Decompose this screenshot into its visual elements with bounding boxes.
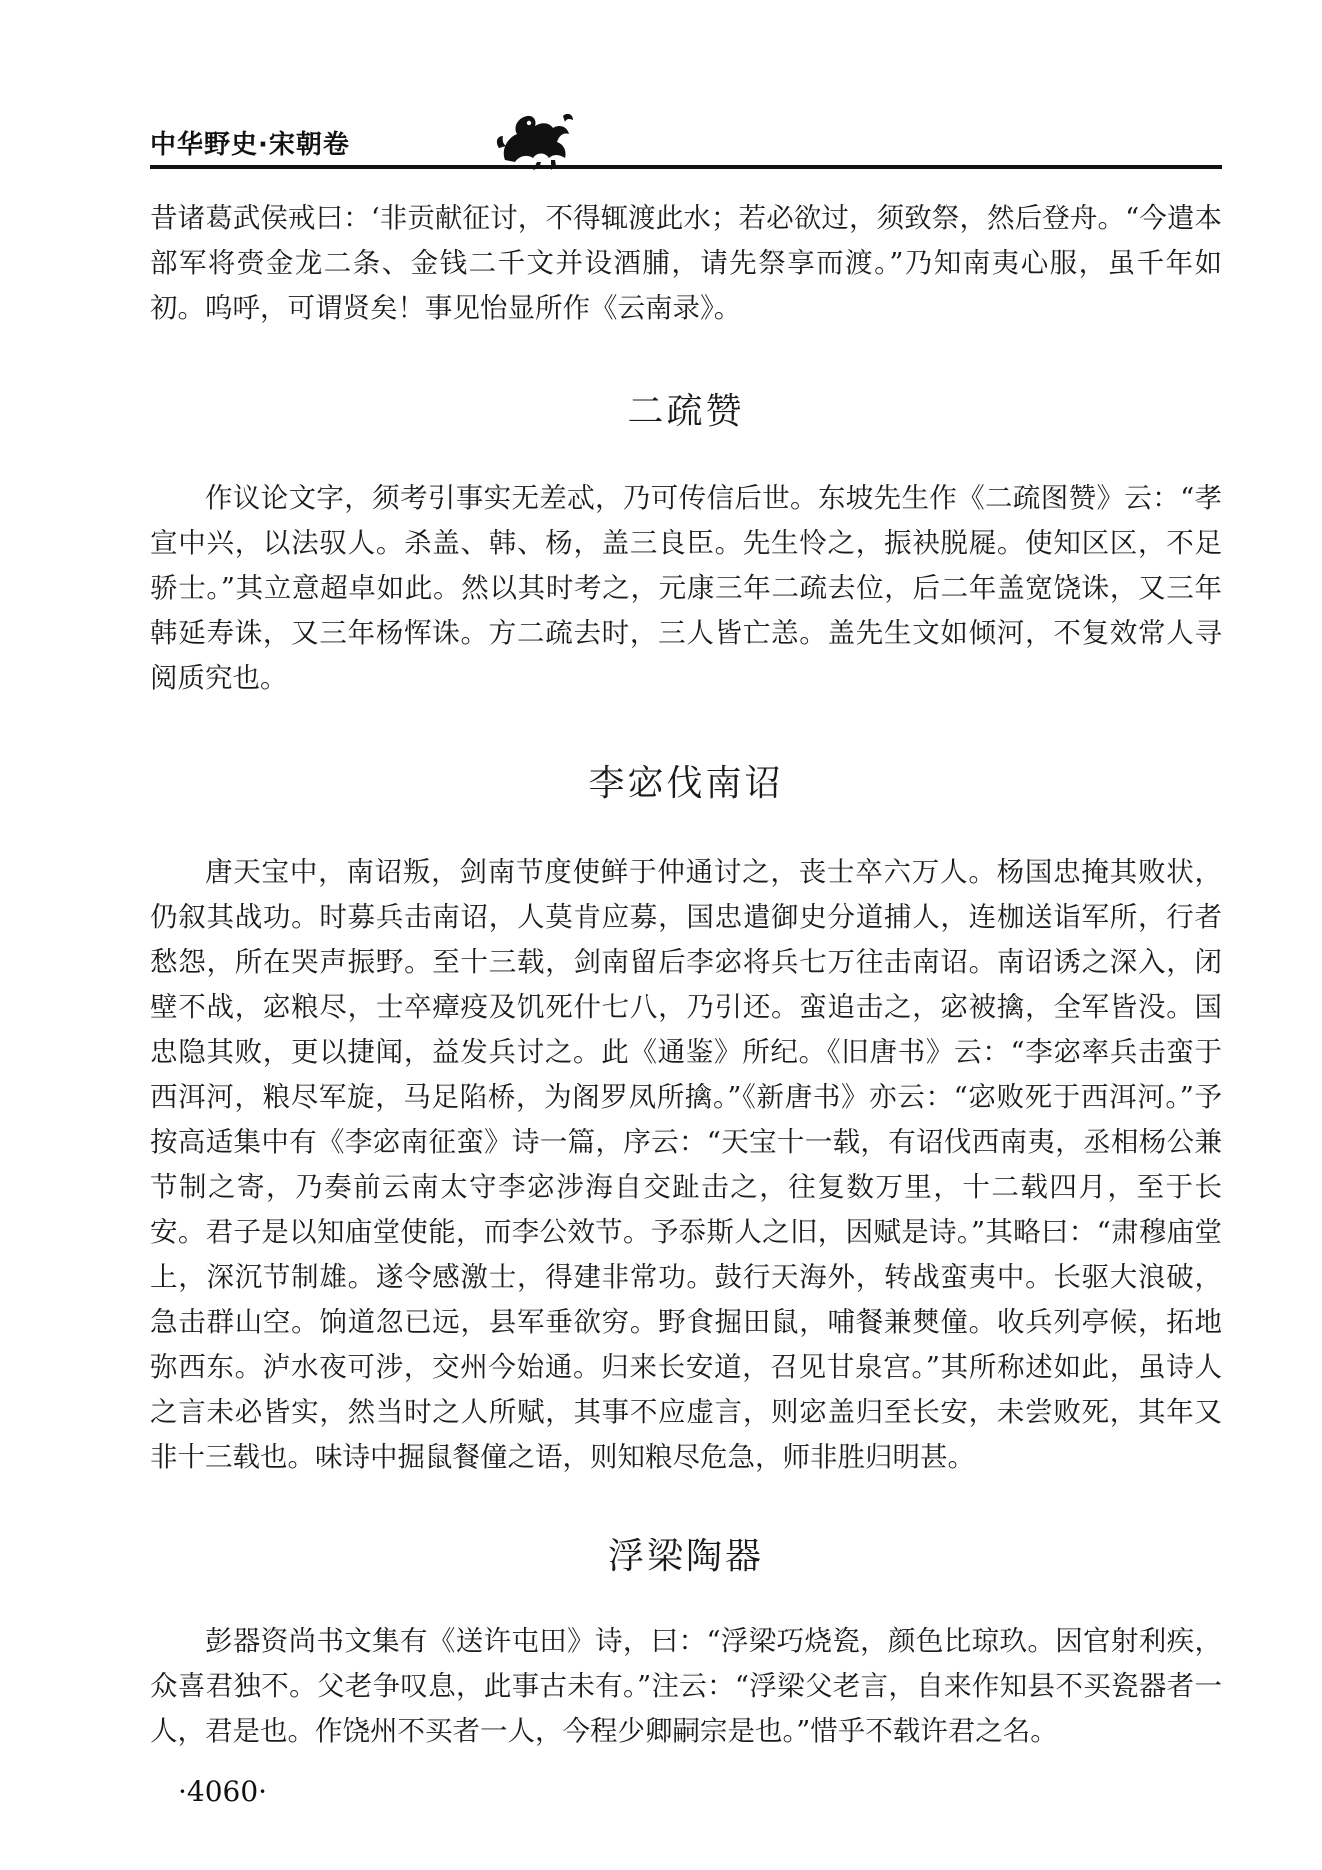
section-title-er-shu-zan: 二疏赞 <box>627 391 745 432</box>
section-title-fu-liang: 浮梁陶器 <box>607 1536 764 1577</box>
page-number: ·4060· <box>178 1775 268 1808</box>
page-header <box>150 108 1222 172</box>
header-rule <box>150 165 1222 169</box>
dragon-emblem-icon <box>493 108 579 172</box>
section-title-li-mi: 李宓伐南诏 <box>588 763 784 804</box>
section-paragraph-li-mi: 唐天宝中，南诏叛，剑南节度使鲜于仲通讨之，丧士卒六万人。杨国忠掩其败状，仍叙其战功。时募兵击南诏，人莫肯应募，国忠遣御史分道捕人，连枷送诣军所，行者愁怨，所在哭声振野。至十三载，剑南留后李宓将兵七万往击南诏。南诏诱之深入，闭壁不战，宓粮尽，士卒瘴疫及饥死什七八，乃引还。蛮追击之，宓被擒，全军皆没。国忠隐其败，更以捷闻，益发兵讨之。此《通鉴》所纪。《旧唐书》云：“李宓率兵击蛮于西洱河，粮尽军旋，马足陷桥，为阁罗凤所擒。”《新唐书》亦云：“宓败死于西洱河。”予按高适集中有《李宓南征蛮》诗一篇，序云：“天宝十一载，有诏伐西南夷，丞相杨公兼节制之寄，乃奏前云南太守李宓涉海自交趾击之，往复数万里，十二载四月，至于长安。君子是以知庙堂使能，而李公效节。予忝斯人之旧，因赋是诗。”其略曰：“肃穆庙堂上，深沉节制雄。遂令感激士，得建非常功。鼓行天海外，转战蛮夷中。长驱大浪破，急击群山空。饷道忽已远，县军垂欲穷。野食掘田鼠，哺餐兼僰僮。收兵列亭候，拓地弥西东。泸水夜可涉，交州今始通。归来长安道，召见甘泉宫。”其所称述如此，虽诗人之言未必皆实，然当时之人所赋，其事不应虚言，则宓盖归至长安，未尝败死，其年又非十三载也。味诗中掘鼠餐僮之语，则知粮尽危急，师非胜归明甚。 <box>150 856 1222 1473</box>
page-content <box>150 196 1222 1754</box>
section-paragraph-er-shu-zan: 作议论文字，须考引事实无差忒，乃可传信后世。东坡先生作《二疏图赞》云：“孝宣中兴，以法驭人。杀盖、韩、杨，盖三良臣。先生怜之，振袂脱屣。使知区区，不足骄士。”其立意超卓如此。然以其时考之，元康三年二疏去位，后二年盖宽饶诛，又三年韩延寿诛，又三年杨恽诛。方二疏去时，三人皆亡恙。盖先生文如倾河，不复效常人寻阅质究也。 <box>150 482 1222 694</box>
section-paragraph-fu-liang: 彭器资尚书文集有《送许屯田》诗，曰：“浮梁巧烧瓷，颜色比琼玖。因官射利疾，众喜君独不。父老争叹息，此事古未有。”注云：“浮梁父老言，自来作知县不买瓷器者一人，君是也。作饶州不买者一人，今程少卿嗣宗是也。”惜乎不载许君之名。 <box>150 1625 1222 1747</box>
book-title: 中华野史·宋朝卷 <box>150 130 350 160</box>
intro-paragraph: 昔诸葛武侯戒曰：‘非贡献征讨，不得辄渡此水；若必欲过，须致祭，然后登舟。“今遣本部军将赍金龙二条、金钱二千文并设酒脯，请先祭享而渡。”乃知南夷心服，虽千年如初。呜呼，可谓贤矣！事见怡显所作《云南录》。 <box>150 202 1222 324</box>
